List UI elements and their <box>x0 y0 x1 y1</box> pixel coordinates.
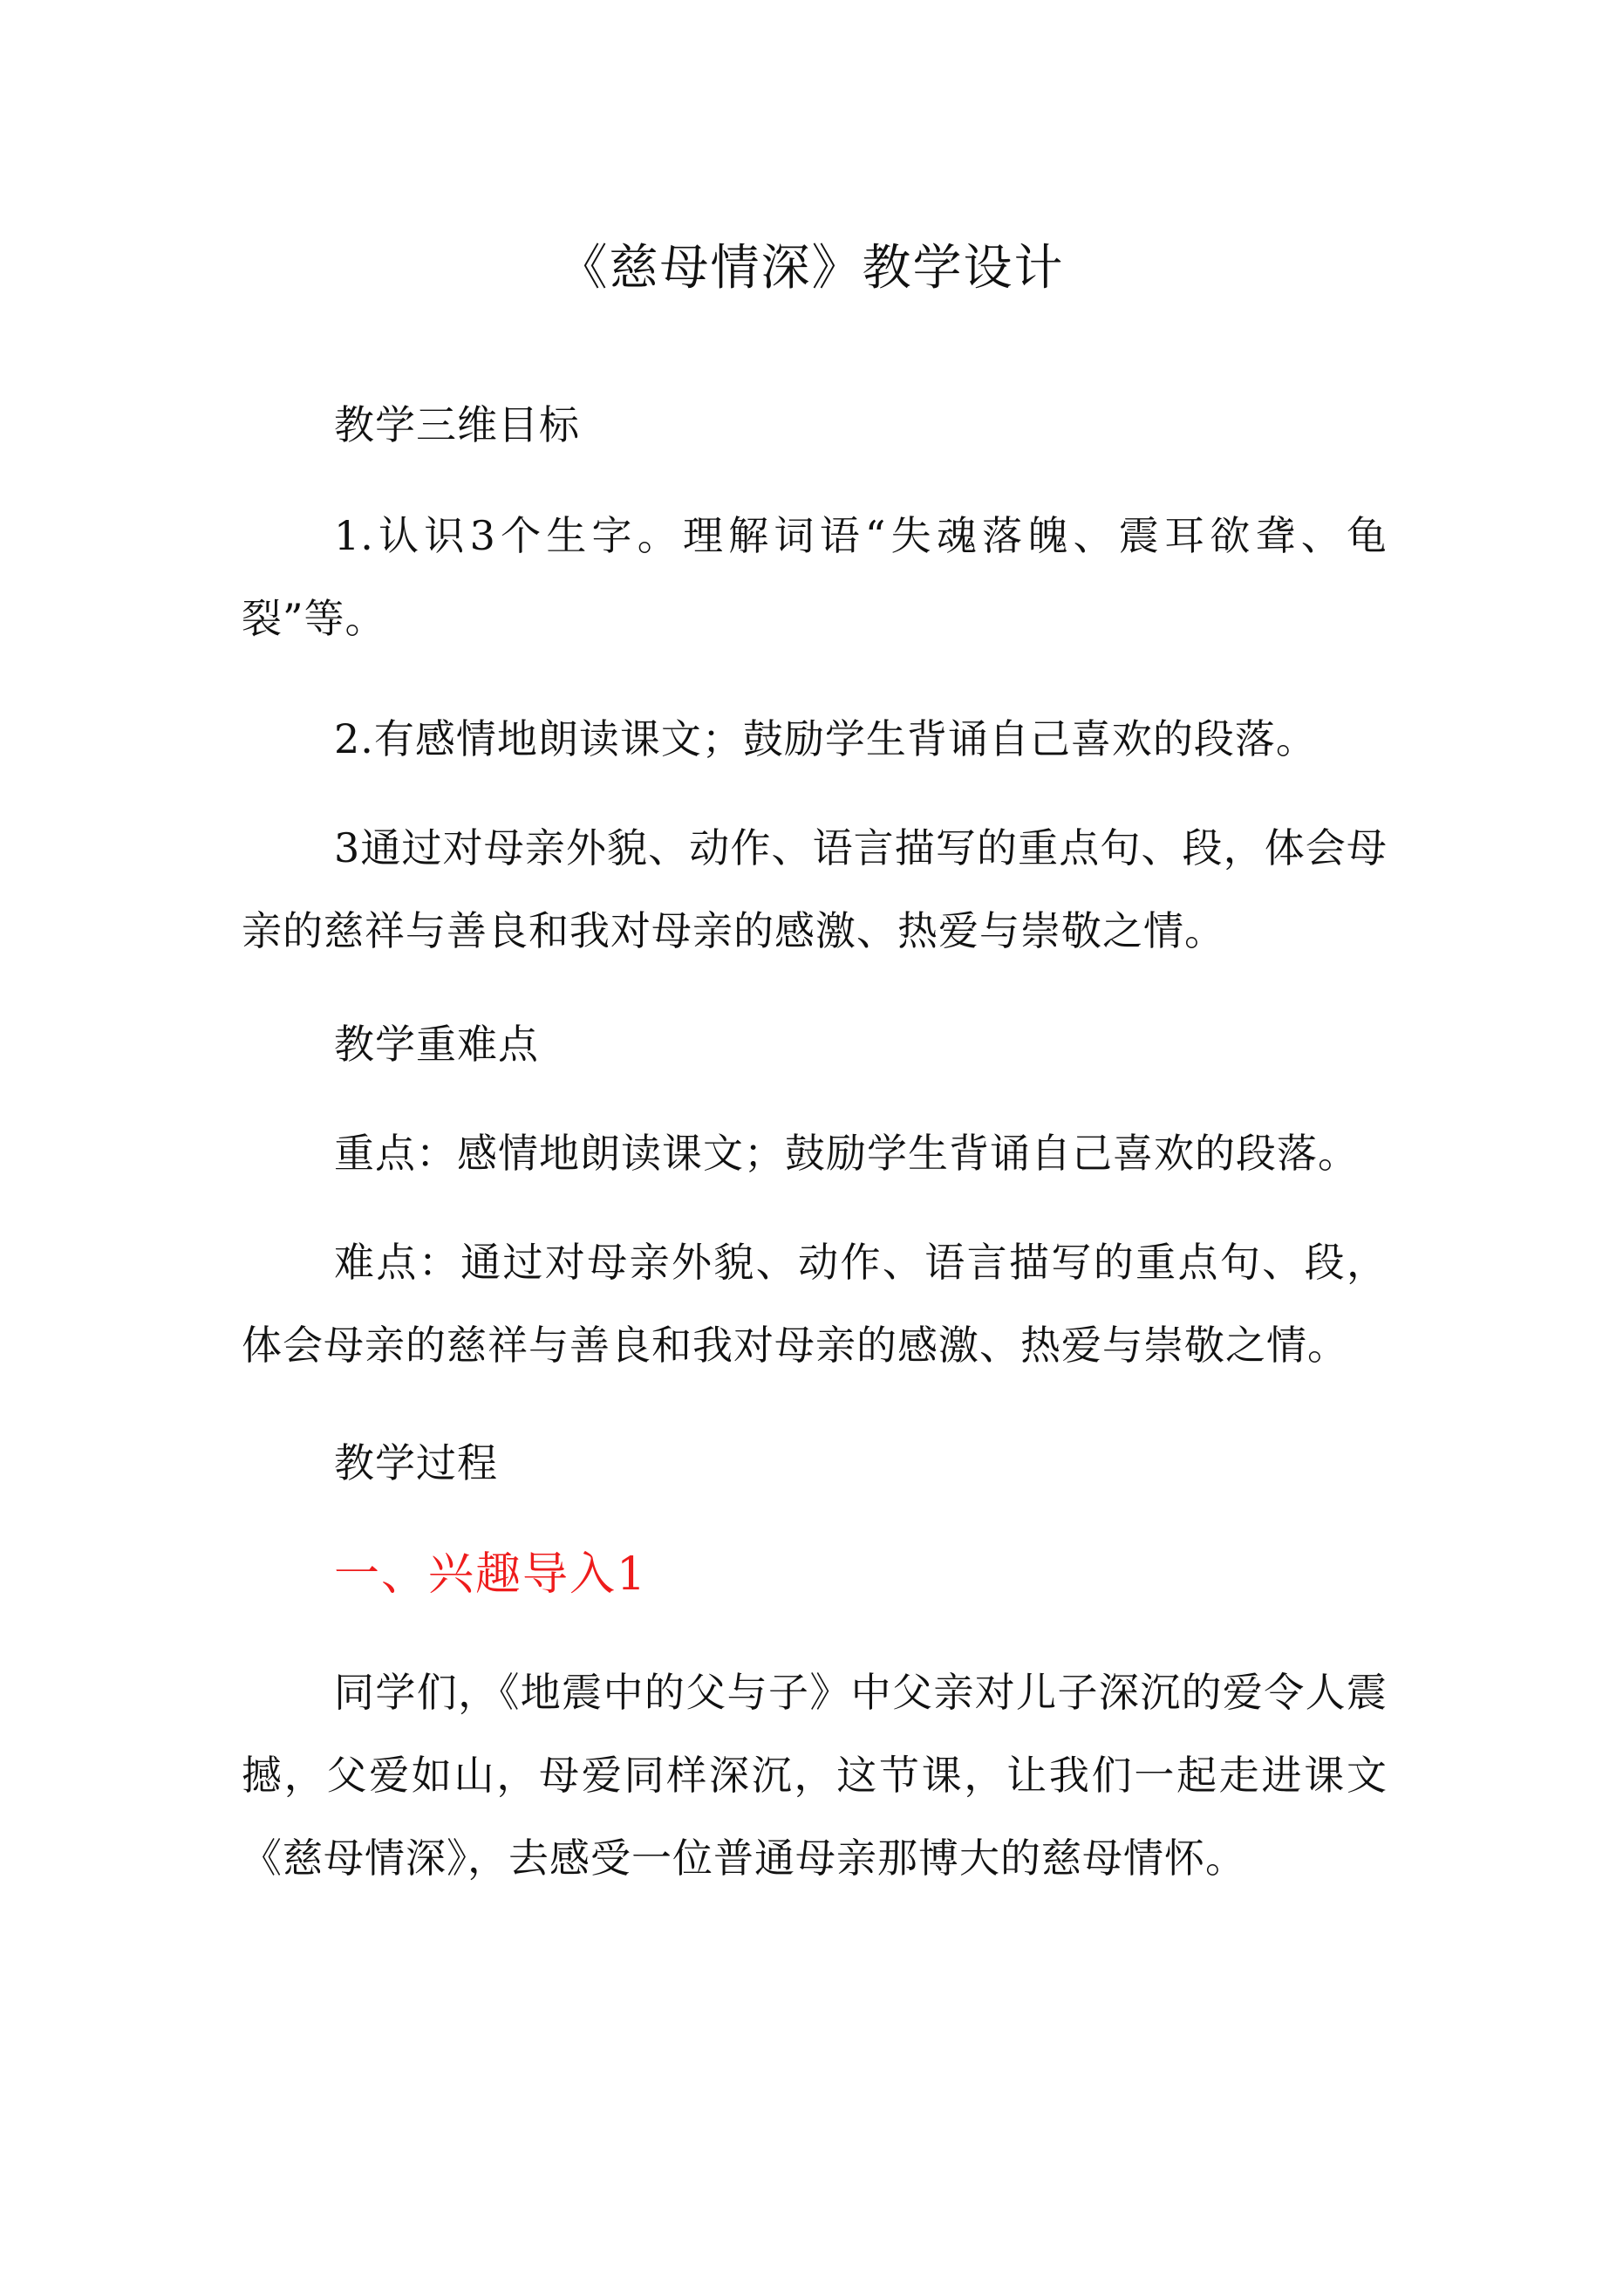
document-title: 《慈母情深》教学设计 <box>558 240 1065 297</box>
key-points-heading: 教学重难点 <box>334 1021 539 1068</box>
goal-1: 1.认识3个生字。理解词语“失魂落魄、震耳欲聋、龟裂”等。 <box>242 512 1388 642</box>
goals-heading: 教学三维目标 <box>334 401 580 448</box>
process-heading: 教学过程 <box>334 1439 498 1486</box>
section-1-heading: 一、兴趣导入1 <box>334 1548 648 1601</box>
goal-2: 2.有感情地朗读课文；鼓励学生背诵自己喜欢的段落。 <box>334 715 1317 762</box>
difficult-point: 难点：通过对母亲外貌、动作、语言描写的重点句、段，体会母亲的慈祥与善良和我对母亲的感激、热爱与崇敬之情。 <box>242 1239 1388 1369</box>
goal-3: 3通过对母亲外貌、动作、语言描写的重点句、段，体会母亲的慈祥与善良和我对母亲的感激、热爱与崇敬之情。 <box>242 824 1388 954</box>
section-1-text: 同学们，《地震中的父与子》中父亲对儿子深沉的爱令人震撼，父爱如山，母爱同样深沉，这节课，让我们一起走进课文《慈母情深》，去感受一位普通母亲那博大的慈母情怀。 <box>242 1669 1388 1882</box>
key-point: 重点：感情地朗读课文；鼓励学生背诵自己喜欢的段落。 <box>334 1130 1359 1177</box>
